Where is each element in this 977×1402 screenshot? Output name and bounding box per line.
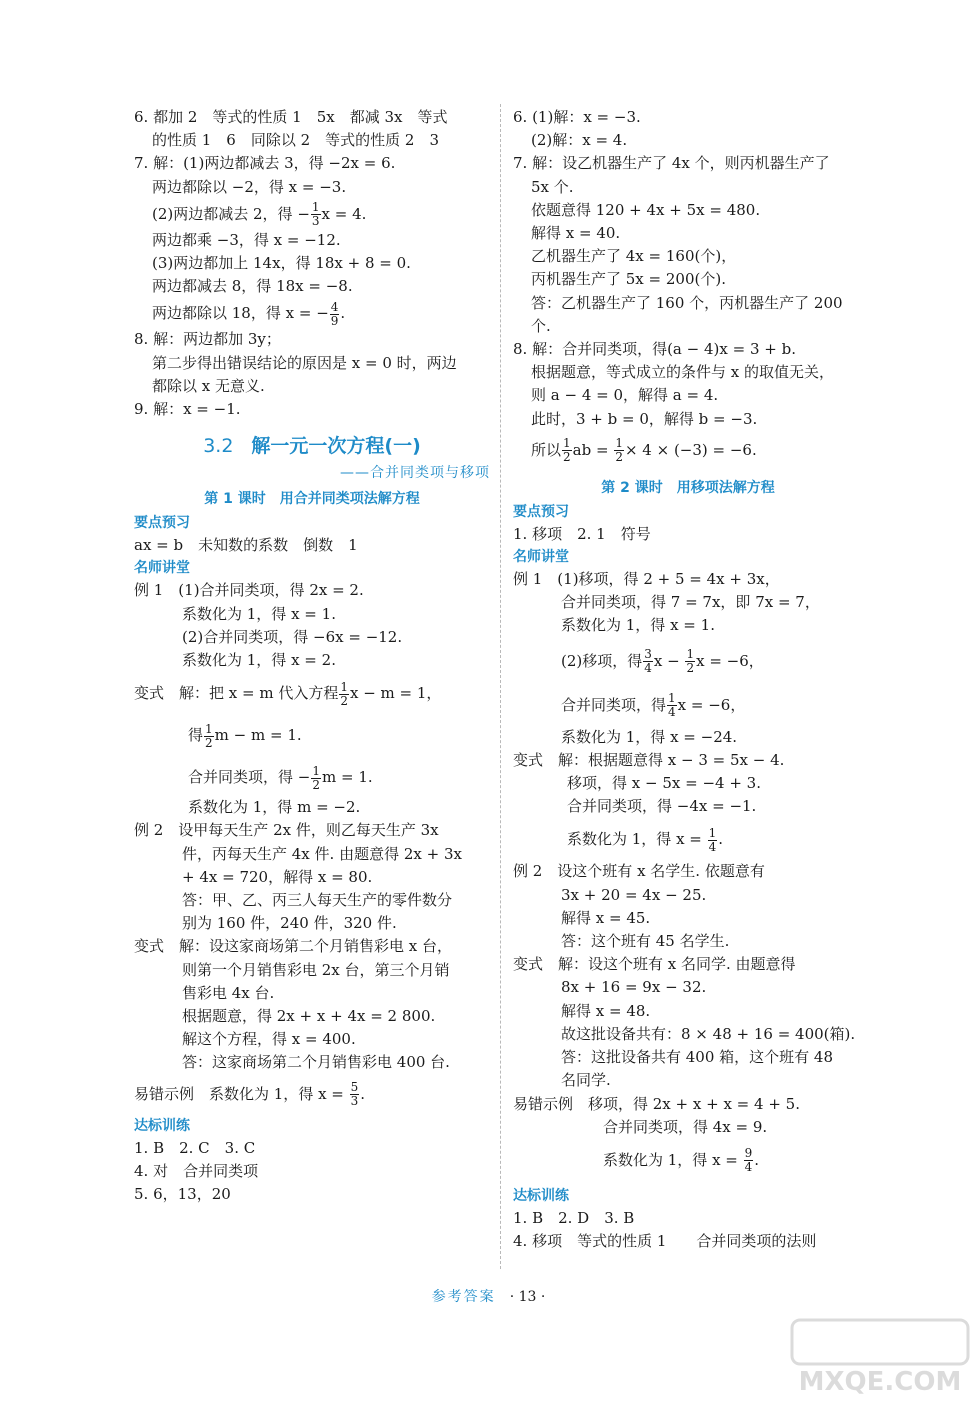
lesson-title: 第 2 课时 用移项法解方程 — [601, 479, 775, 496]
heading-mingshi: 名师讲堂 — [513, 549, 569, 566]
answer-line: 例 2 设甲每天生产 2x 件，则乙每天生产 3x — [134, 821, 439, 840]
answer-line: 易错示例 移项，得 2x + x + x = 4 + 5. — [513, 1094, 800, 1113]
answer-line: + 4x = 720，解得 x = 80. — [182, 867, 373, 886]
fraction: $\frac{1}{3}$ — [311, 200, 320, 229]
answer-line: 1. B 2. C 3. C — [134, 1138, 256, 1157]
heading-yaodian: 要点预习 — [134, 515, 190, 532]
answer-line: 6. 都加 2 等式的性质 1 5x 都减 3x 等式 — [134, 108, 448, 126]
answer-line: ax = b 未知数的系数 倒数 1 — [134, 536, 358, 555]
answer-line: 变式 解：根据题意得 x − 3 = 5x − 4. — [513, 750, 785, 769]
answer-line: (2)两边都减去 2，得 − $\frac{1}{3}$ x = 4. — [152, 200, 367, 229]
answer-line: 系数化为 1，得 x = 1. — [182, 604, 336, 623]
answer-line: 合并同类项，得 −4x = −1. — [567, 797, 757, 816]
answer-line: 得 $\frac{1}{2}$ m − m = 1. — [188, 721, 302, 750]
answer-line: 则第一个月销售彩电 2x 台，第三个月销 — [182, 960, 450, 979]
answer-line: 7. 解：设乙机器生产了 4x 个，则丙机器生产了 — [513, 154, 830, 173]
answer-line: 第二步得出错误结论的原因是 x = 0 时，两边 — [152, 353, 457, 372]
answer-line: 别为 160 件，240 件，320 件. — [182, 914, 397, 933]
answer-line: 解这个方程，得 x = 400. — [182, 1030, 356, 1049]
answer-line: 合并同类项，得 − $\frac{1}{2}$ m = 1. — [188, 763, 373, 792]
answer-line: 答：甲、乙、丙三人每天生产的零件数分 — [182, 891, 453, 910]
answer-line: 根据题意，得 2x + x + 4x = 2 800. — [182, 1007, 436, 1026]
heading-mingshi: 名师讲堂 — [134, 560, 190, 577]
answer-line: 名同学. — [561, 1071, 611, 1090]
answer-line: 系数化为 1，得 m = −2. — [188, 798, 361, 817]
answer-line: 系数化为 1，得 x = $\frac{1}{4}$ . — [567, 825, 724, 854]
answer-line: 售彩电 4x 台. — [182, 983, 275, 1002]
answer-line: 解得 x = 45. — [561, 908, 651, 927]
watermark-logo — [790, 1318, 970, 1398]
fraction: $\frac{1}{2}$ — [686, 647, 695, 676]
answer-line: 的性质 1 6 同除以 2 等式的性质 2 3 — [152, 131, 440, 150]
answer-line: 都除以 x 无意义. — [152, 376, 265, 395]
answer-line: 两边都乘 −3，得 x = −12. — [152, 230, 341, 249]
answer-line: 个. — [531, 316, 551, 335]
answer-line: 4. 对 合并同类项 — [134, 1161, 259, 1180]
page-footer — [0, 1286, 977, 1306]
fraction: $\frac{3}{4}$ — [644, 647, 652, 676]
answer-line: 3x + 20 = 4x − 25. — [561, 885, 707, 904]
answer-line: 答：这家商场第二个月销售彩电 400 台. — [182, 1053, 450, 1072]
fraction: $\frac{4}{9}$ — [330, 299, 339, 328]
answer-line: 1. 移项 2. 1 符号 — [513, 524, 651, 543]
answer-line: 乙机器生产了 4x = 160(个)， — [531, 247, 737, 266]
answer-line: 丙机器生产了 5x = 200(个). — [531, 270, 726, 289]
answer-line: (3)两边都加上 14x，得 18x + 8 = 0. — [152, 254, 411, 273]
answer-line: 例 1 (1)合并同类项，得 2x = 2. — [134, 581, 364, 600]
answer-line: 移项，得 x − 5x = −4 + 3. — [567, 774, 761, 793]
answer-line: 变式 解：设这家商场第二个月销售彩电 x 台， — [134, 937, 452, 956]
answer-line: 变式 解：把 x = m 代入方程 $\frac{1}{2}$ x − m = 1， — [134, 679, 442, 708]
answer-line: 易错示例 系数化为 1，得 x = $\frac{5}{3}$ . — [134, 1080, 366, 1109]
fraction: $\frac{1}{2}$ — [563, 436, 571, 465]
answer-line: 9. 解：x = −1. — [134, 400, 241, 419]
footer-label: 参考答案 — [431, 1289, 496, 1305]
fraction: $\frac{1}{4}$ — [668, 691, 676, 720]
answer-line: 此时，3 + b = 0，解得 b = −3. — [531, 409, 758, 428]
answer-line: 所以 $\frac{1}{2}$ ab = $\frac{1}{2}$ × 4 × (−3) = −6. — [531, 436, 757, 465]
answer-line: 合并同类项，得 4x = 9. — [603, 1117, 768, 1136]
answer-line: 8x + 16 = 9x − 32. — [561, 978, 707, 997]
answer-line: 系数化为 1，得 x = $\frac{9}{4}$ . — [603, 1146, 760, 1175]
answer-line: 答：这个班有 45 名学生. — [561, 932, 730, 951]
section-title: 3.2 解一元一次方程(一) — [203, 435, 421, 458]
answer-line: 系数化为 1，得 x = 2. — [182, 651, 336, 670]
answer-line: 合并同类项，得 $\frac{1}{4}$ x = −6， — [561, 691, 746, 720]
heading-yaodian: 要点预习 — [513, 503, 569, 520]
fraction: $\frac{1}{2}$ — [312, 763, 320, 792]
answer-line: (2)解：x = 4. — [531, 131, 628, 150]
answer-line: 故这批设备共有：8 × 48 + 16 = 400(箱). — [561, 1024, 856, 1043]
answer-line: 合并同类项，得 7 = 7x，即 7x = 7， — [561, 593, 820, 612]
page-number: · 13 · — [509, 1289, 546, 1305]
right-column — [513, 106, 863, 1253]
answer-line: 则 a − 4 = 0，解得 a = 4. — [531, 386, 719, 405]
answer-line: 例 1 (1)移项，得 2 + 5 = 4x + 3x， — [513, 570, 780, 589]
section-subtitle: ——合并同类项与移项 — [340, 465, 490, 482]
answer-line: 答：这批设备共有 400 箱，这个班有 48 — [561, 1048, 834, 1067]
answer-line: 7. 解：(1)两边都减去 3，得 −2x = 6. — [134, 154, 396, 173]
answer-line: (2)移项，得 $\frac{3}{4}$ x − $\frac{1}{2}$ x = −6， — [561, 647, 764, 676]
answer-line: 解得 x = 48. — [561, 1001, 651, 1020]
answer-line: 解得 x = 40. — [531, 224, 621, 243]
fraction: $\frac{9}{4}$ — [744, 1146, 753, 1175]
answer-line: 变式 解：设这个班有 x 名同学. 由题意得 — [513, 955, 796, 974]
answer-line: 1. B 2. D 3. B — [513, 1208, 635, 1227]
answer-line: 5x 个. — [531, 177, 574, 196]
answer-line: 根据题意，等式成立的条件与 x 的取值无关， — [531, 363, 834, 382]
fraction: $\frac{1}{2}$ — [205, 721, 213, 750]
answer-line: 依题意得 120 + 4x + 5x = 480. — [531, 200, 761, 219]
answer-line: 系数化为 1，得 x = 1. — [561, 616, 715, 635]
answer-line: 答：乙机器生产了 160 个，丙机器生产了 200 — [531, 293, 843, 312]
fraction: $\frac{1}{2}$ — [615, 436, 623, 465]
answer-line: 件，丙每天生产 4x 件. 由题意得 2x + 3x — [182, 844, 462, 863]
left-column — [134, 106, 490, 1206]
fraction: $\frac{1}{4}$ — [708, 825, 717, 854]
fraction: $\frac{5}{3}$ — [350, 1080, 359, 1109]
heading-dabiao: 达标训练 — [513, 1187, 569, 1204]
answer-line: 4. 移项 等式的性质 1 合并同类项的法则 — [513, 1232, 817, 1251]
answer-line: 两边都除以 −2，得 x = −3. — [152, 177, 347, 196]
answer-line: (2)合并同类项，得 −6x = −12. — [182, 627, 403, 646]
fraction: $\frac{1}{2}$ — [340, 679, 348, 708]
answer-line: 5. 6，13，20 — [134, 1185, 231, 1204]
column-divider — [500, 104, 501, 1269]
answer-line: 6. (1)解：x = −3. — [513, 108, 641, 126]
answer-line: 系数化为 1，得 x = −24. — [561, 727, 738, 746]
answer-line: 两边都除以 18，得 x = − $\frac{4}{9}$ . — [152, 299, 346, 328]
answer-line: 例 2 设这个班有 x 名学生. 依题意有 — [513, 862, 765, 881]
svg-text:MXQE.COM: MXQE.COM — [798, 1367, 962, 1397]
answer-line: 两边都减去 8，得 18x = −8. — [152, 277, 353, 296]
heading-dabiao: 达标训练 — [134, 1117, 190, 1134]
lesson-title: 第 1 课时 用合并同类项法解方程 — [204, 491, 420, 508]
answer-line: 8. 解：合并同类项，得(a − 4)x = 3 + b. — [513, 340, 796, 359]
answer-line: 8. 解：两边都加 3y； — [134, 330, 281, 349]
